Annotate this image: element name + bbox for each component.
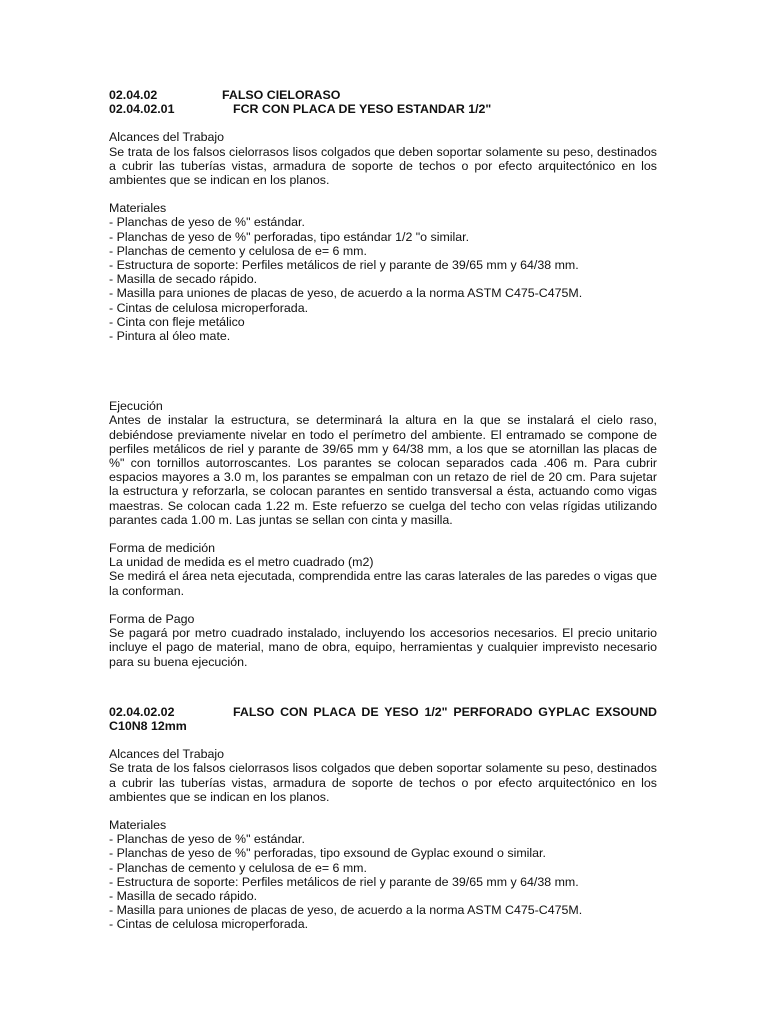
subsection-heading bbox=[109, 705, 657, 733]
list-item: - Planchas de cemento y celulosa de e= 6 mm. bbox=[109, 243, 367, 258]
subsection-title: FALSO CON PLACA DE YESO 1/2" PERFORADO GYPLAC EXSOUND C10N8 12mm bbox=[109, 704, 657, 733]
materiales-list bbox=[109, 215, 657, 343]
materiales-label: Materiales bbox=[109, 817, 167, 832]
list-item: - Planchas de yeso de %" estándar. bbox=[109, 832, 305, 847]
alcances-label: Alcances del Trabajo bbox=[109, 130, 225, 145]
list-item: - Masilla de secado rápido. bbox=[109, 272, 258, 287]
list-item: - Cintas de celulosa microperforada. bbox=[109, 917, 309, 932]
list-item: - Masilla para uniones de placas de yeso, de acuerdo a la norma ASTM C475-C475M. bbox=[109, 286, 583, 301]
alcances-text: Se trata de los falsos cielorrasos lisos colgados que deben soportar solamente su peso, destinados a cubrir las tuberías vistas, armadura de soporte de techos o por efecto arquitectónico en los ambientes que se indican en los planos. bbox=[109, 144, 657, 188]
pago-label: Forma de Pago bbox=[109, 611, 195, 626]
subsection-code: 02.04.02.01 bbox=[109, 102, 175, 117]
subsection-code: 02.04.02.02 bbox=[109, 704, 175, 719]
section-title: FALSO CIELORASO bbox=[222, 88, 341, 102]
list-item: - Masilla para uniones de placas de yeso, de acuerdo a la norma ASTM C475-C475M. bbox=[109, 903, 583, 918]
materiales-list bbox=[109, 832, 657, 931]
alcances-text: Se trata de los falsos cielorrasos lisos colgados que deben soportar solamente su peso, destinados a cubrir las tuberías vistas, armadura de soporte de techos o por efecto arquitectónico en los ambientes que se indican en los planos. bbox=[109, 761, 657, 804]
list-item: - Planchas de yeso de %" perforadas, tipo exsound de Gyplac exound o similar. bbox=[109, 846, 546, 861]
list-item: - Planchas de yeso de %" perforadas, tipo estándar 1/2 "o similar. bbox=[109, 229, 470, 244]
alcances-label: Alcances del Trabajo bbox=[109, 747, 225, 762]
section-heading bbox=[109, 88, 657, 102]
list-item: - Pintura al óleo mate. bbox=[109, 329, 231, 344]
pago-text: Se pagará por metro cuadrado instalado, incluyendo los accesorios necesarios. El precio unitario incluye el pago de material, mano de obra, equipo, herramientas y cualquier imprevisto necesario para su buena ejecución. bbox=[109, 626, 657, 669]
materiales-label: Materiales bbox=[109, 201, 167, 216]
list-item: - Masilla de secado rápido. bbox=[109, 888, 258, 903]
subsection-heading bbox=[109, 102, 657, 116]
subsection-title: FCR CON PLACA DE YESO ESTANDAR 1/2" bbox=[233, 102, 492, 117]
list-item: - Planchas de cemento y celulosa de e= 6 mm. bbox=[109, 860, 367, 875]
list-item: - Estructura de soporte: Perfiles metálicos de riel y parante de 39/65 mm y 64/38 mm. bbox=[109, 874, 579, 889]
medicion-unit: La unidad de medida es el metro cuadrado (m2) bbox=[109, 555, 374, 570]
medicion-text: Se medirá el área neta ejecutada, comprendida entre las caras laterales de las paredes o vigas que la conforman. bbox=[109, 569, 657, 598]
medicion-label: Forma de medición bbox=[109, 541, 216, 556]
ejecucion-label: Ejecución bbox=[109, 399, 163, 414]
ejecucion-text: Antes de instalar la estructura, se determinará la altura en la que se instalará el cielo raso, debiéndose previamente nivelar en todo el perímetro del ambiente. El entramado se compone de perfiles metálicos de riel y parante de 39/65 mm y 64/38 mm, a los que se atornillan las placas de %" con tornillos autorroscantes. Los parantes se colocan separados cada .406 m. Para cubrir espacios mayores a 3.0 m, los parantes se empalman con un retazo de riel de 20 cm. Para sujetar la estructura y reforzarla, se colocan parantes en sentido transversal a ésta, actuando como vigas maestras. Se colocan cada 1.22 m. Este refuerzo se cuelga del techo con velas rígidas utilizando parantes cada 1.00 m. Las juntas se sellan con cinta y masilla. bbox=[109, 413, 657, 527]
section-code: 02.04.02 bbox=[109, 88, 158, 102]
list-item: - Cintas de celulosa microperforada. bbox=[109, 300, 309, 315]
list-item: - Estructura de soporte: Perfiles metálicos de riel y parante de 39/65 mm y 64/38 mm. bbox=[109, 258, 579, 273]
list-item: - Planchas de yeso de %" estándar. bbox=[109, 215, 305, 230]
list-item: - Cinta con fleje metálico bbox=[109, 314, 245, 329]
document-page bbox=[109, 88, 657, 932]
